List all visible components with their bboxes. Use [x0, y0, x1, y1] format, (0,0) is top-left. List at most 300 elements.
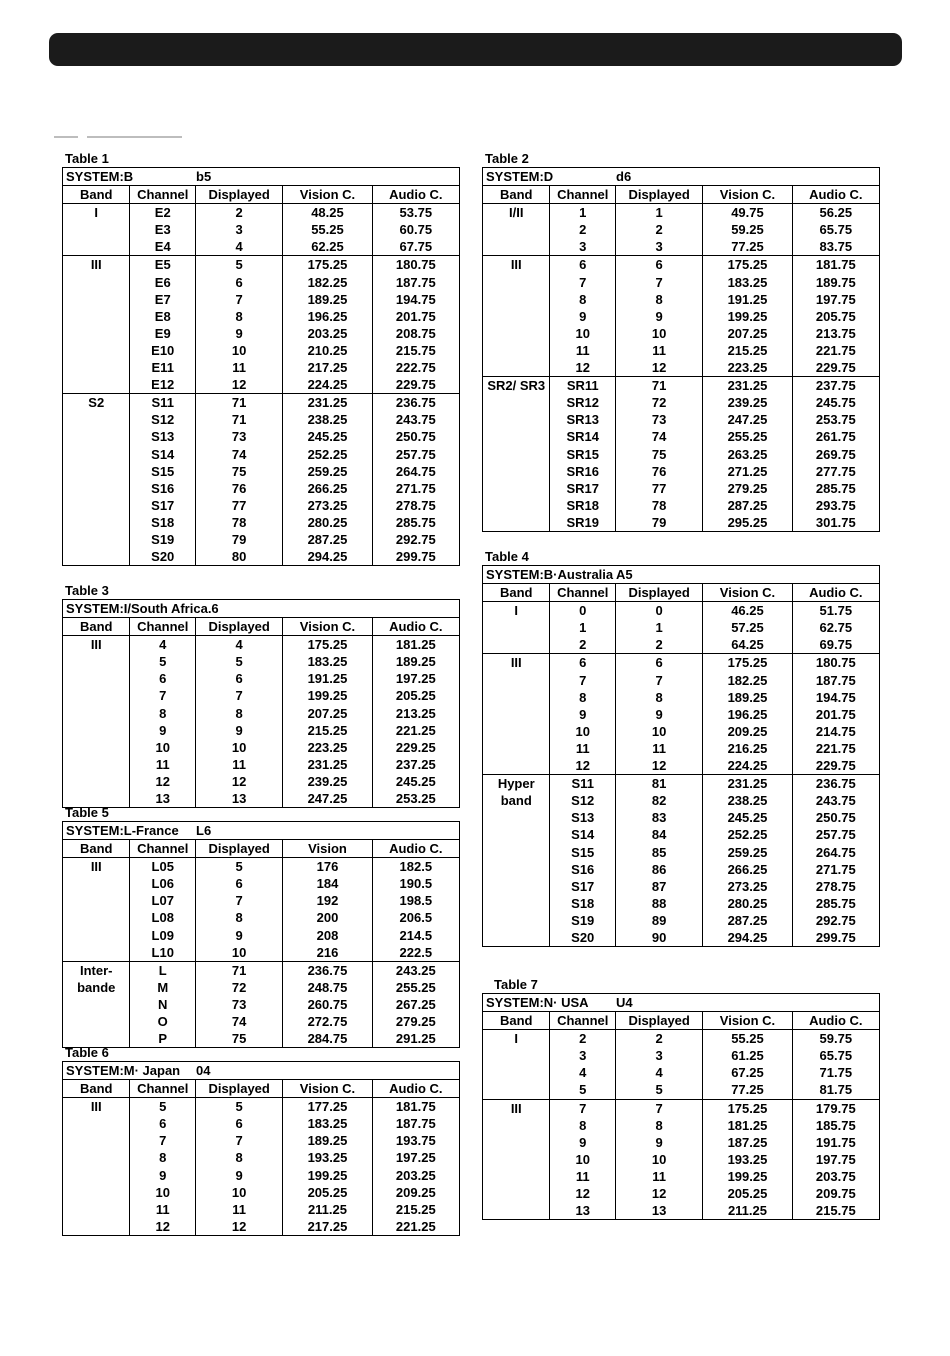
table-row	[63, 497, 460, 514]
vision-cell: 64.25	[703, 636, 792, 654]
channel-cell: 8	[130, 1149, 196, 1166]
audio-cell: 83.75	[792, 238, 879, 256]
band-cell	[483, 480, 550, 497]
vision-cell: 231.25	[703, 775, 792, 793]
displayed-cell: 7	[195, 1132, 282, 1149]
vision-cell: 181.25	[703, 1117, 792, 1134]
band-cell: I	[63, 204, 130, 222]
system-row	[483, 168, 880, 186]
band-cell	[63, 739, 130, 756]
displayed-cell: 74	[195, 446, 282, 463]
channel-cell: S11	[550, 775, 616, 793]
header-row	[483, 186, 880, 204]
vision-cell: 215.25	[283, 722, 372, 739]
column-header: Vision C.	[703, 186, 792, 204]
band-cell	[483, 1168, 550, 1185]
vision-cell: 187.25	[703, 1134, 792, 1151]
channel-cell: 10	[550, 325, 616, 342]
vision-cell: 210.25	[283, 342, 372, 359]
column-header: Channel	[130, 618, 196, 636]
vision-cell: 245.25	[703, 809, 792, 826]
displayed-cell: 12	[615, 359, 702, 377]
column-header: Displayed	[615, 186, 702, 204]
band-cell	[483, 308, 550, 325]
band-cell	[483, 929, 550, 947]
displayed-cell: 87	[615, 878, 702, 895]
audio-cell: 250.75	[372, 428, 459, 445]
audio-cell: 229.75	[792, 757, 879, 775]
column-header: Band	[63, 618, 130, 636]
system-cell	[63, 168, 460, 186]
vision-cell: 223.25	[283, 739, 372, 756]
displayed-cell: 71	[195, 411, 282, 428]
table-row	[63, 256, 460, 274]
band-cell	[63, 291, 130, 308]
table-row	[483, 274, 880, 291]
band-cell	[63, 411, 130, 428]
band-cell	[63, 909, 130, 926]
channel-cell: SR17	[550, 480, 616, 497]
vision-cell: 199.25	[283, 1167, 372, 1184]
audio-cell: 203.75	[792, 1168, 879, 1185]
audio-cell: 222.75	[372, 359, 459, 376]
system-cell	[483, 994, 880, 1012]
displayed-cell: 81	[615, 775, 702, 793]
vision-cell: 263.25	[703, 446, 792, 463]
vision-cell: 271.25	[703, 463, 792, 480]
audio-cell: 264.75	[372, 463, 459, 480]
channel-cell: S18	[130, 514, 196, 531]
column-header: Vision C.	[703, 1012, 792, 1030]
displayed-cell: 8	[195, 909, 282, 926]
band-cell	[63, 480, 130, 497]
vision-cell: 280.25	[703, 895, 792, 912]
channel-cell: 3	[550, 238, 616, 256]
audio-cell: 267.25	[372, 996, 459, 1013]
band-cell	[63, 514, 130, 531]
audio-cell: 237.75	[792, 377, 879, 395]
audio-cell: 69.75	[792, 636, 879, 654]
audio-cell: 181.75	[792, 256, 879, 274]
table-row	[483, 1168, 880, 1185]
displayed-cell: 90	[615, 929, 702, 947]
displayed-cell: 10	[615, 723, 702, 740]
vision-cell: 182.25	[703, 672, 792, 689]
audio-cell: 197.75	[792, 1151, 879, 1168]
channel-cell: L07	[130, 892, 196, 909]
vision-cell: 294.25	[283, 548, 372, 566]
vision-cell: 189.25	[703, 689, 792, 706]
system-code: d6	[616, 169, 632, 184]
displayed-cell: 7	[615, 1099, 702, 1117]
vision-cell: 176	[283, 858, 372, 876]
table-row	[63, 204, 460, 222]
channel-cell: E5	[130, 256, 196, 274]
band-cell	[483, 291, 550, 308]
displayed-cell: 6	[195, 670, 282, 687]
channel-cell: E4	[130, 238, 196, 256]
vision-cell: 279.25	[703, 480, 792, 497]
system-name: SYSTEM:B·Australia	[486, 567, 614, 582]
vision-cell: 238.25	[703, 792, 792, 809]
vision-cell: 62.25	[283, 238, 372, 256]
table-row	[63, 670, 460, 687]
band-cell	[483, 809, 550, 826]
vision-cell: 183.25	[703, 274, 792, 291]
displayed-cell: 10	[615, 1151, 702, 1168]
table-row	[483, 723, 880, 740]
channel-cell: 12	[550, 1185, 616, 1202]
displayed-cell: 3	[615, 238, 702, 256]
table-row	[63, 514, 460, 531]
band-cell	[483, 514, 550, 532]
table-row	[483, 1030, 880, 1048]
channel-cell: 7	[130, 687, 196, 704]
column-header: Displayed	[195, 186, 282, 204]
band-cell: III	[63, 1098, 130, 1116]
vision-cell: 46.25	[703, 602, 792, 620]
audio-cell: 65.75	[792, 1047, 879, 1064]
audio-cell: 261.75	[792, 428, 879, 445]
band-cell	[483, 1047, 550, 1064]
channel-cell: 5	[130, 1098, 196, 1116]
vision-cell: 216	[283, 944, 372, 962]
audio-cell: 59.75	[792, 1030, 879, 1048]
table-5	[62, 804, 460, 1048]
table-row	[63, 653, 460, 670]
band-cell	[483, 757, 550, 775]
system-row	[63, 822, 460, 840]
table-row	[63, 1218, 460, 1236]
channel-cell: L	[130, 961, 196, 979]
audio-cell: 222.5	[372, 944, 459, 962]
table-row	[63, 909, 460, 926]
audio-cell: 221.25	[372, 722, 459, 739]
vision-cell: 67.25	[703, 1064, 792, 1081]
column-header: Audio C.	[792, 186, 879, 204]
displayed-cell: 77	[615, 480, 702, 497]
channel-cell: 7	[130, 1132, 196, 1149]
band-cell: III	[483, 256, 550, 274]
vision-cell: 175.25	[703, 1099, 792, 1117]
displayed-cell: 5	[195, 1098, 282, 1116]
audio-cell: 271.75	[372, 480, 459, 497]
table-row	[483, 602, 880, 620]
band-cell	[483, 826, 550, 843]
channel-cell: S12	[550, 792, 616, 809]
displayed-cell: 1	[615, 619, 702, 636]
table-row	[483, 342, 880, 359]
displayed-cell: 12	[195, 1218, 282, 1236]
column-header: Audio C.	[372, 618, 459, 636]
displayed-cell: 74	[615, 428, 702, 445]
audio-cell: 205.25	[372, 687, 459, 704]
band-cell	[63, 892, 130, 909]
system-row	[483, 566, 880, 584]
audio-cell: 236.75	[792, 775, 879, 793]
channel-cell: 6	[130, 1115, 196, 1132]
audio-cell: 81.75	[792, 1081, 879, 1099]
band-cell	[63, 376, 130, 394]
audio-cell: 197.25	[372, 1149, 459, 1166]
channel-cell: 9	[130, 722, 196, 739]
channel-cell: 6	[130, 670, 196, 687]
table-row	[483, 238, 880, 256]
band-cell	[483, 672, 550, 689]
vision-cell: 175.25	[703, 654, 792, 672]
band-cell	[483, 342, 550, 359]
displayed-cell: 12	[195, 773, 282, 790]
vision-cell: 57.25	[703, 619, 792, 636]
band-cell	[63, 927, 130, 944]
audio-cell: 255.25	[372, 979, 459, 996]
band-cell	[483, 1151, 550, 1168]
displayed-cell: 5	[195, 858, 282, 876]
vision-cell: 287.25	[703, 912, 792, 929]
displayed-cell: 7	[615, 274, 702, 291]
displayed-cell: 11	[615, 740, 702, 757]
table-row	[63, 394, 460, 412]
column-header: Channel	[550, 186, 616, 204]
vision-cell: 236.75	[283, 961, 372, 979]
audio-cell: 229.25	[372, 739, 459, 756]
audio-cell: 201.75	[372, 308, 459, 325]
displayed-cell: 76	[195, 480, 282, 497]
table-row	[63, 636, 460, 654]
displayed-cell: 9	[195, 325, 282, 342]
displayed-cell: 2	[615, 1030, 702, 1048]
audio-cell: 182.5	[372, 858, 459, 876]
audio-cell: 221.25	[372, 1218, 459, 1236]
audio-cell: 299.75	[372, 548, 459, 566]
band-cell: III	[483, 654, 550, 672]
table-row	[483, 826, 880, 843]
band-cell	[483, 325, 550, 342]
channel-cell: L09	[130, 927, 196, 944]
band-cell: III	[63, 636, 130, 654]
displayed-cell: 8	[615, 689, 702, 706]
displayed-cell: 11	[615, 1168, 702, 1185]
table-row	[483, 1117, 880, 1134]
displayed-cell: 4	[195, 238, 282, 256]
displayed-cell: 8	[615, 291, 702, 308]
band-cell: III	[483, 1099, 550, 1117]
channel-cell: 3	[550, 1047, 616, 1064]
vision-cell: 239.25	[703, 394, 792, 411]
band-cell	[483, 394, 550, 411]
displayed-cell: 78	[615, 497, 702, 514]
audio-cell: 301.75	[792, 514, 879, 532]
table-row	[483, 463, 880, 480]
system-name: SYSTEM:B	[66, 169, 134, 184]
channel-cell: E11	[130, 359, 196, 376]
displayed-cell: 2	[615, 221, 702, 238]
table-row	[483, 757, 880, 775]
table-4	[482, 548, 880, 947]
table-row	[483, 1134, 880, 1151]
band-cell	[63, 722, 130, 739]
table-row	[483, 672, 880, 689]
band-cell	[63, 463, 130, 480]
band-cell	[483, 1134, 550, 1151]
table-row	[63, 342, 460, 359]
vision-cell: 208	[283, 927, 372, 944]
column-header: Displayed	[195, 840, 282, 858]
table-row	[63, 359, 460, 376]
channel-cell: SR15	[550, 446, 616, 463]
vision-cell: 272.75	[283, 1013, 372, 1030]
audio-cell: 189.75	[792, 274, 879, 291]
band-cell: Inter-	[63, 961, 130, 979]
column-header: Band	[483, 186, 550, 204]
vision-cell: 273.25	[703, 878, 792, 895]
table-row	[63, 274, 460, 291]
channel-cell: 11	[550, 740, 616, 757]
vision-cell: 59.25	[703, 221, 792, 238]
channel-cell: S14	[130, 446, 196, 463]
audio-cell: 291.25	[372, 1030, 459, 1048]
vision-cell: 199.25	[283, 687, 372, 704]
vision-cell: 203.25	[283, 325, 372, 342]
band-cell	[483, 861, 550, 878]
table-caption: Table 3	[65, 583, 109, 598]
channel-cell: O	[130, 1013, 196, 1030]
band-cell: I	[483, 602, 550, 620]
table-row	[483, 514, 880, 532]
table-row	[483, 359, 880, 377]
table-row	[483, 878, 880, 895]
band-cell	[63, 274, 130, 291]
audio-cell: 181.75	[372, 1098, 459, 1116]
vision-cell: 259.25	[703, 844, 792, 861]
channel-cell: L06	[130, 875, 196, 892]
column-header: Vision	[283, 840, 372, 858]
vision-cell: 259.25	[283, 463, 372, 480]
vision-cell: 193.25	[703, 1151, 792, 1168]
column-header: Vision C.	[283, 618, 372, 636]
channel-cell: S16	[130, 480, 196, 497]
table-row	[63, 756, 460, 773]
vision-cell: 266.25	[283, 480, 372, 497]
vision-cell: 77.25	[703, 1081, 792, 1099]
column-header: Channel	[130, 1080, 196, 1098]
table-3	[62, 582, 460, 808]
table-row	[63, 773, 460, 790]
table-caption: Table 1	[65, 151, 109, 166]
channel-cell: 2	[550, 221, 616, 238]
channel-cell: 10	[550, 1151, 616, 1168]
audio-cell: 179.75	[792, 1099, 879, 1117]
band-cell	[63, 1149, 130, 1166]
table-caption: Table 2	[485, 151, 529, 166]
vision-cell: 182.25	[283, 274, 372, 291]
displayed-cell: 4	[615, 1064, 702, 1081]
displayed-cell: 9	[615, 1134, 702, 1151]
displayed-cell: 5	[615, 1081, 702, 1099]
vision-cell: 200	[283, 909, 372, 926]
column-header: Audio C.	[372, 840, 459, 858]
table-row	[63, 548, 460, 566]
audio-cell: 245.25	[372, 773, 459, 790]
channel-cell: S17	[130, 497, 196, 514]
channel-cell: SR16	[550, 463, 616, 480]
band-cell	[63, 548, 130, 566]
displayed-cell: 9	[195, 722, 282, 739]
table-row	[63, 463, 460, 480]
channel-cell: E10	[130, 342, 196, 359]
band-cell	[63, 670, 130, 687]
channel-cell: S15	[550, 844, 616, 861]
table-caption: Table 7	[494, 977, 538, 992]
audio-cell: 194.75	[792, 689, 879, 706]
displayed-cell: 8	[195, 308, 282, 325]
band-cell	[483, 844, 550, 861]
displayed-cell: 82	[615, 792, 702, 809]
audio-cell: 215.75	[372, 342, 459, 359]
displayed-cell: 75	[195, 463, 282, 480]
audio-cell: 237.25	[372, 756, 459, 773]
system-row	[483, 994, 880, 1012]
band-cell	[63, 531, 130, 548]
vision-cell: 48.25	[283, 204, 372, 222]
displayed-cell: 1	[615, 204, 702, 222]
channel-cell: SR12	[550, 394, 616, 411]
audio-cell: 60.75	[372, 221, 459, 238]
displayed-cell: 2	[615, 636, 702, 654]
table-row	[483, 221, 880, 238]
band-cell	[483, 878, 550, 895]
column-header: Band	[63, 840, 130, 858]
column-header: Displayed	[615, 1012, 702, 1030]
system-row	[63, 600, 460, 618]
band-cell	[63, 756, 130, 773]
band-cell: Hyper	[483, 775, 550, 793]
band-cell	[483, 446, 550, 463]
channel-cell: E12	[130, 376, 196, 394]
channel-cell: 9	[550, 1134, 616, 1151]
channel-cell: L08	[130, 909, 196, 926]
vision-cell: 247.25	[703, 411, 792, 428]
displayed-cell: 75	[195, 1030, 282, 1048]
displayed-cell: 75	[615, 446, 702, 463]
band-cell	[483, 723, 550, 740]
vision-cell: 189.25	[283, 291, 372, 308]
band-cell	[63, 1201, 130, 1218]
displayed-cell: 10	[195, 342, 282, 359]
channel-cell: S19	[130, 531, 196, 548]
channel-cell: L10	[130, 944, 196, 962]
band-cell	[483, 1185, 550, 1202]
audio-cell: 299.75	[792, 929, 879, 947]
channel-cell: 9	[130, 1167, 196, 1184]
system-name: SYSTEM:L-France	[66, 823, 179, 838]
table-row	[63, 961, 460, 979]
band-cell	[483, 274, 550, 291]
vision-cell: 239.25	[283, 773, 372, 790]
table-row	[483, 844, 880, 861]
section-rule	[87, 136, 182, 138]
channel-cell: SR11	[550, 377, 616, 395]
band-cell	[483, 740, 550, 757]
vision-cell: 192	[283, 892, 372, 909]
section-rule	[54, 136, 78, 138]
header-bar	[49, 33, 902, 66]
displayed-cell: 8	[615, 1117, 702, 1134]
table-row	[63, 705, 460, 722]
displayed-cell: 10	[615, 325, 702, 342]
system-code: U4	[616, 995, 633, 1010]
table-6	[62, 1044, 460, 1236]
